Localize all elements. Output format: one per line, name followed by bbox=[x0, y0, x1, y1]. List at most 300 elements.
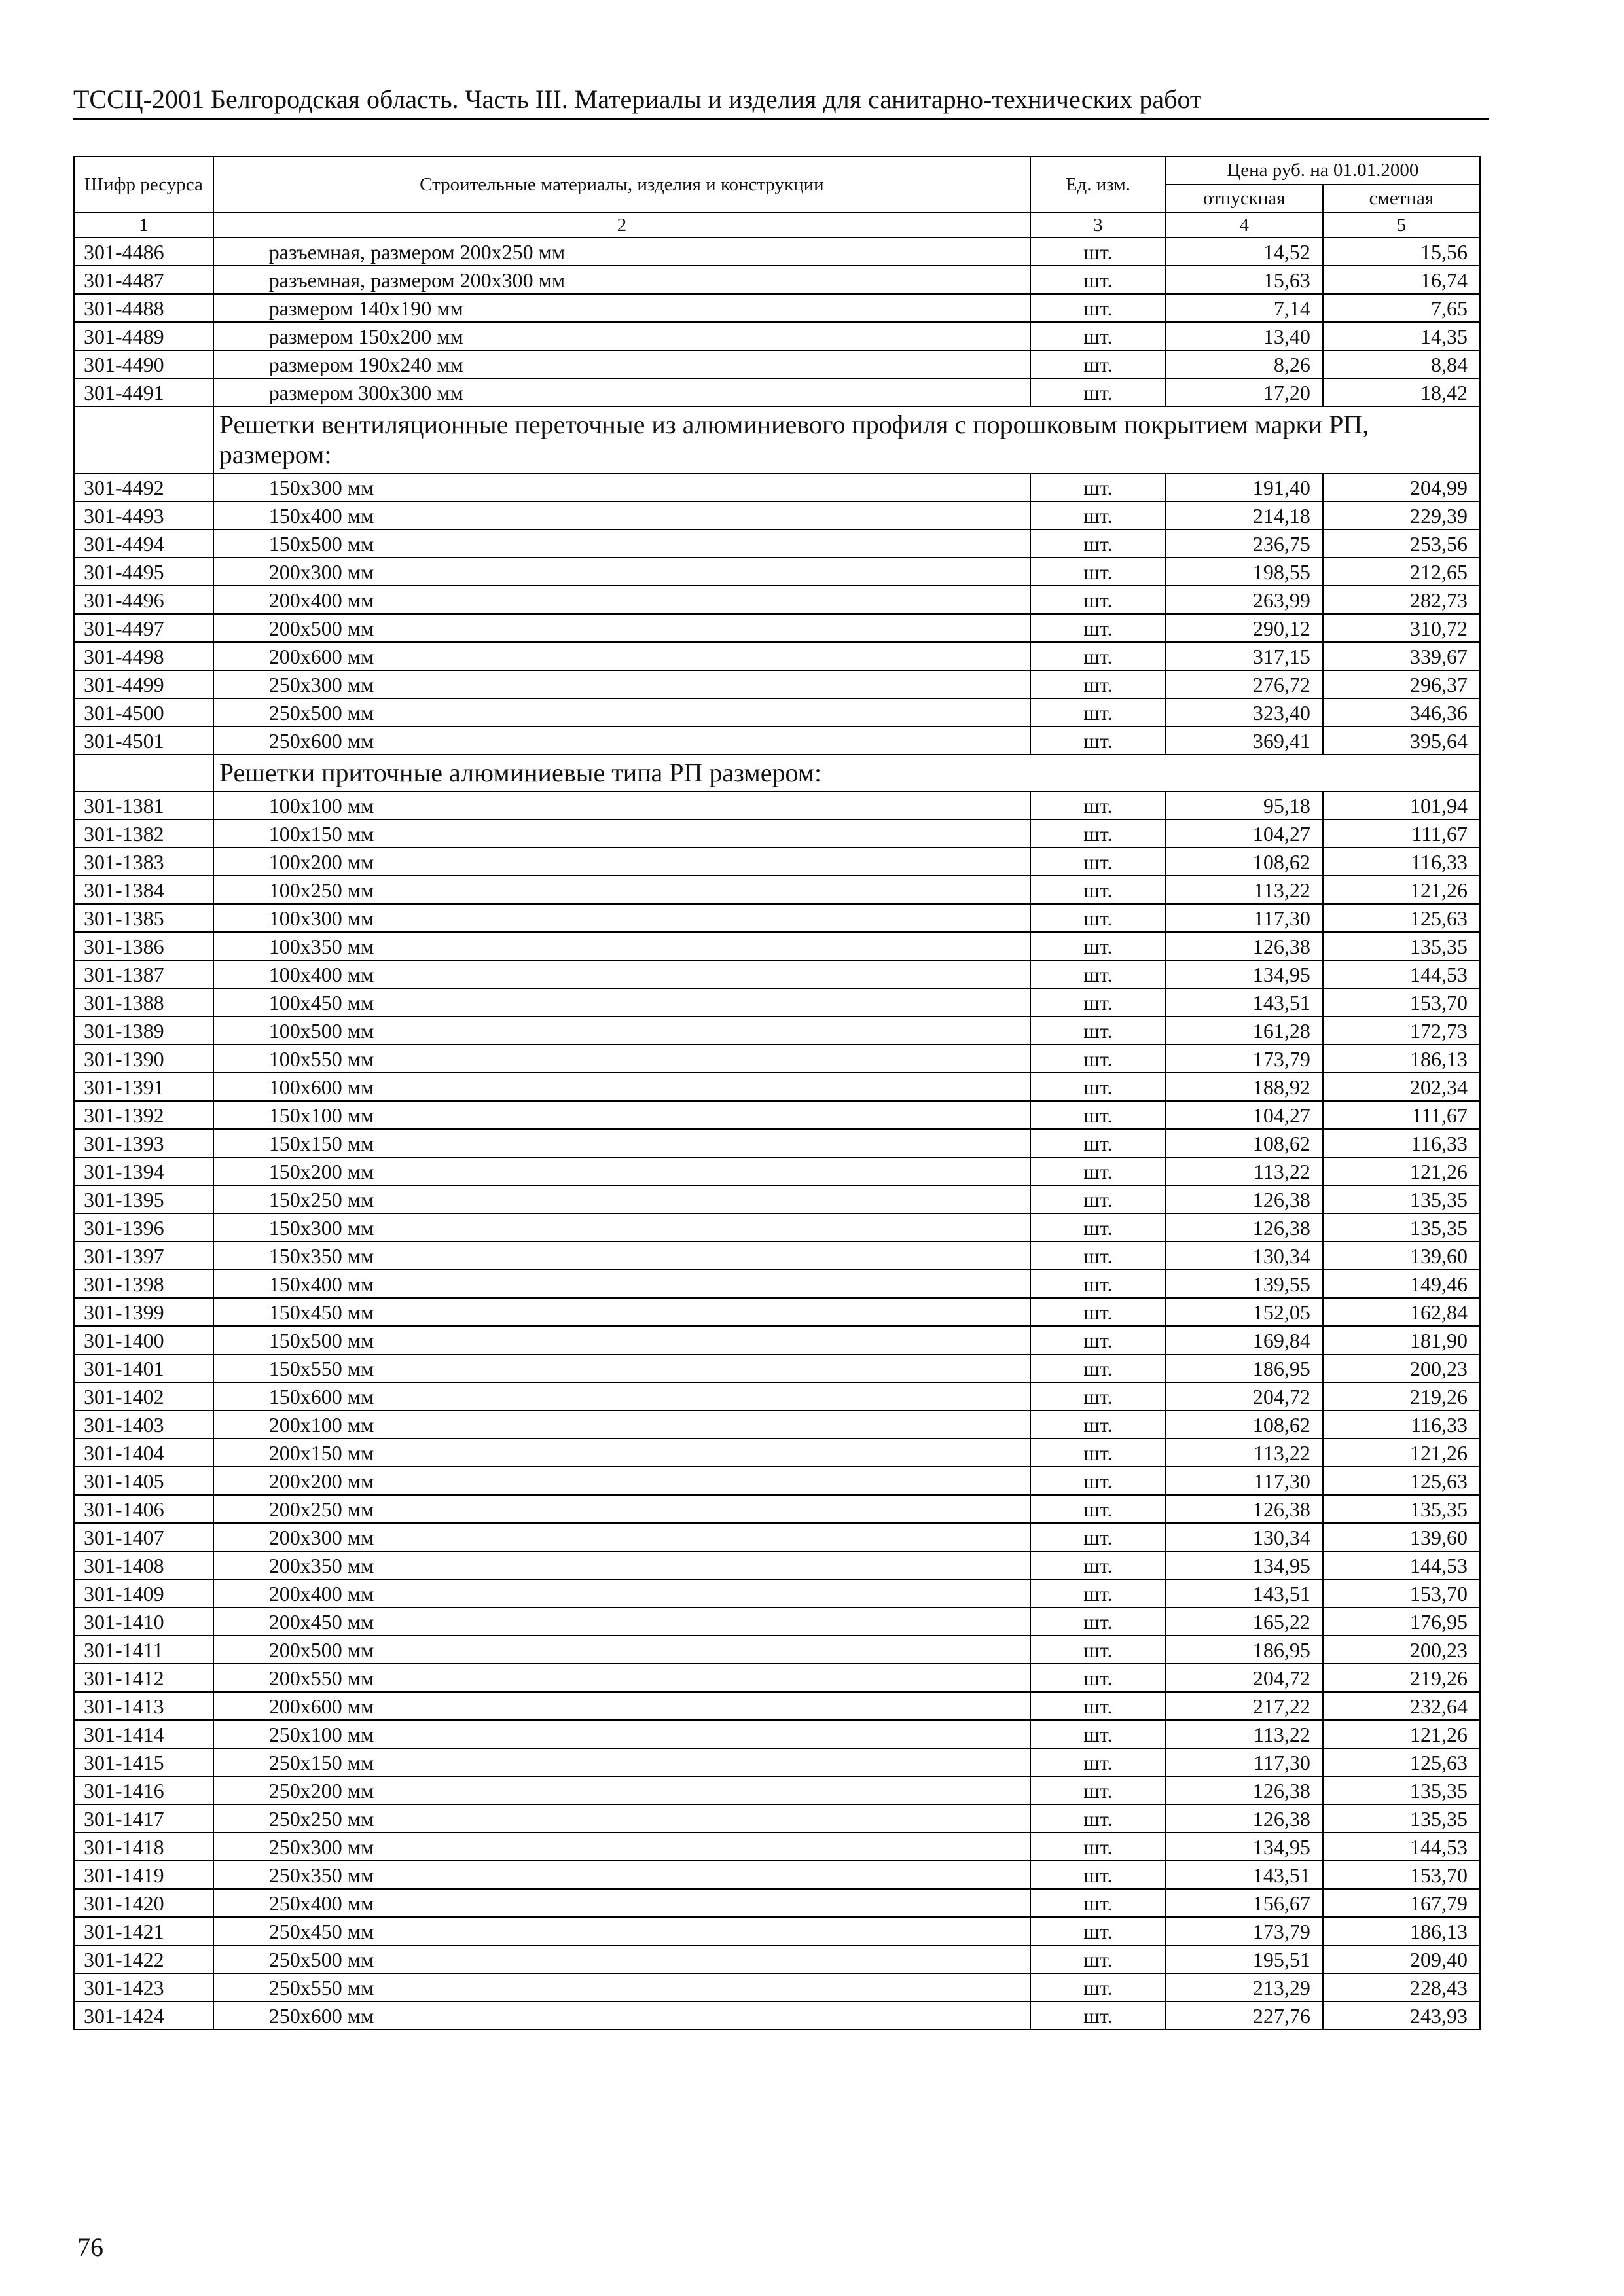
resource-code: 301-4491 bbox=[74, 378, 213, 406]
estimate-price: 186,13 bbox=[1323, 1917, 1480, 1945]
table-row bbox=[74, 1101, 1480, 1129]
item-name: 100х500 мм bbox=[213, 1016, 1030, 1045]
item-name: 200х450 мм bbox=[213, 1607, 1030, 1636]
table-row bbox=[74, 670, 1480, 698]
resource-code: 301-1391 bbox=[74, 1073, 213, 1101]
estimate-price: 121,26 bbox=[1323, 1439, 1480, 1467]
estimate-price: 144,53 bbox=[1323, 1833, 1480, 1861]
table-row bbox=[74, 1636, 1480, 1664]
release-price: 186,95 bbox=[1166, 1354, 1323, 1382]
estimate-price: 253,56 bbox=[1323, 529, 1480, 558]
item-name: 150х450 мм bbox=[213, 1298, 1030, 1326]
resource-code: 301-1404 bbox=[74, 1439, 213, 1467]
item-name: 250х150 мм bbox=[213, 1748, 1030, 1776]
resource-code: 301-1394 bbox=[74, 1157, 213, 1185]
resource-code: 301-4490 bbox=[74, 350, 213, 378]
header-unit: Ед. изм. bbox=[1030, 156, 1166, 213]
item-unit: шт. bbox=[1030, 614, 1166, 642]
item-unit: шт. bbox=[1030, 670, 1166, 698]
table-row bbox=[74, 642, 1480, 670]
item-unit: шт. bbox=[1030, 266, 1166, 294]
resource-code: 301-1405 bbox=[74, 1467, 213, 1495]
estimate-price: 204,99 bbox=[1323, 473, 1480, 501]
item-unit: шт. bbox=[1030, 876, 1166, 904]
release-price: 134,95 bbox=[1166, 1833, 1323, 1861]
table-row bbox=[74, 1045, 1480, 1073]
item-name: 200х600 мм bbox=[213, 642, 1030, 670]
item-unit: шт. bbox=[1030, 294, 1166, 322]
item-name: 150х350 мм bbox=[213, 1242, 1030, 1270]
item-name: 100х250 мм bbox=[213, 876, 1030, 904]
table-row bbox=[74, 1973, 1480, 2001]
estimate-price: 219,26 bbox=[1323, 1382, 1480, 1410]
estimate-price: 135,35 bbox=[1323, 932, 1480, 960]
item-name: 200х150 мм bbox=[213, 1439, 1030, 1467]
release-price: 161,28 bbox=[1166, 1016, 1323, 1045]
estimate-price: 209,40 bbox=[1323, 1945, 1480, 1973]
column-number: 5 bbox=[1323, 213, 1480, 238]
estimate-price: 139,60 bbox=[1323, 1242, 1480, 1270]
item-unit: шт. bbox=[1030, 473, 1166, 501]
estimate-price: 116,33 bbox=[1323, 848, 1480, 876]
resource-code: 301-4497 bbox=[74, 614, 213, 642]
release-price: 15,63 bbox=[1166, 266, 1323, 294]
estimate-price: 153,70 bbox=[1323, 988, 1480, 1016]
table-row bbox=[74, 1692, 1480, 1720]
resource-code: 301-4494 bbox=[74, 529, 213, 558]
estimate-price: 339,67 bbox=[1323, 642, 1480, 670]
resource-code: 301-1412 bbox=[74, 1664, 213, 1692]
item-name: 150х500 мм bbox=[213, 1326, 1030, 1354]
item-name: 100х600 мм bbox=[213, 1073, 1030, 1101]
table-row bbox=[74, 1664, 1480, 1692]
resource-code: 301-1402 bbox=[74, 1382, 213, 1410]
release-price: 126,38 bbox=[1166, 1495, 1323, 1523]
resource-code: 301-1419 bbox=[74, 1861, 213, 1889]
resource-code: 301-1392 bbox=[74, 1101, 213, 1129]
release-price: 143,51 bbox=[1166, 1861, 1323, 1889]
item-unit: шт. bbox=[1030, 1833, 1166, 1861]
item-name: 250х450 мм bbox=[213, 1917, 1030, 1945]
item-unit: шт. bbox=[1030, 1101, 1166, 1129]
section-row bbox=[74, 406, 1480, 473]
column-number: 1 bbox=[74, 213, 213, 238]
item-unit: шт. bbox=[1030, 1973, 1166, 2001]
price-table bbox=[73, 156, 1481, 2030]
release-price: 227,76 bbox=[1166, 2001, 1323, 2030]
estimate-price: 135,35 bbox=[1323, 1804, 1480, 1833]
item-name: размером 190х240 мм bbox=[213, 350, 1030, 378]
item-name: 200х250 мм bbox=[213, 1495, 1030, 1523]
resource-code: 301-1397 bbox=[74, 1242, 213, 1270]
estimate-price: 125,63 bbox=[1323, 1467, 1480, 1495]
estimate-price: 200,23 bbox=[1323, 1636, 1480, 1664]
table-row bbox=[74, 848, 1480, 876]
resource-code: 301-1398 bbox=[74, 1270, 213, 1298]
table-row bbox=[74, 1748, 1480, 1776]
estimate-price: 139,60 bbox=[1323, 1523, 1480, 1551]
item-name: 150х600 мм bbox=[213, 1382, 1030, 1410]
resource-code: 301-1415 bbox=[74, 1748, 213, 1776]
item-name: 150х250 мм bbox=[213, 1185, 1030, 1213]
item-name: 250х300 мм bbox=[213, 1833, 1030, 1861]
resource-code: 301-4499 bbox=[74, 670, 213, 698]
item-unit: шт. bbox=[1030, 378, 1166, 406]
table-row bbox=[74, 1242, 1480, 1270]
resource-code: 301-4487 bbox=[74, 266, 213, 294]
item-name: 200х100 мм bbox=[213, 1410, 1030, 1439]
item-name: 150х400 мм bbox=[213, 501, 1030, 529]
resource-code: 301-4496 bbox=[74, 586, 213, 614]
estimate-price: 144,53 bbox=[1323, 960, 1480, 988]
estimate-price: 149,46 bbox=[1323, 1270, 1480, 1298]
release-price: 195,51 bbox=[1166, 1945, 1323, 1973]
table-row bbox=[74, 726, 1480, 755]
table-row bbox=[74, 1467, 1480, 1495]
release-price: 169,84 bbox=[1166, 1326, 1323, 1354]
item-name: 150х550 мм bbox=[213, 1354, 1030, 1382]
item-unit: шт. bbox=[1030, 848, 1166, 876]
release-price: 117,30 bbox=[1166, 1467, 1323, 1495]
item-name: 150х100 мм bbox=[213, 1101, 1030, 1129]
table-row bbox=[74, 1157, 1480, 1185]
item-name: 100х400 мм bbox=[213, 960, 1030, 988]
release-price: 139,55 bbox=[1166, 1270, 1323, 1298]
resource-code: 301-4486 bbox=[74, 238, 213, 266]
table-row bbox=[74, 1382, 1480, 1410]
resource-code: 301-1386 bbox=[74, 932, 213, 960]
table-row bbox=[74, 1607, 1480, 1636]
table-row bbox=[74, 1326, 1480, 1354]
resource-code: 301-1422 bbox=[74, 1945, 213, 1973]
resource-code: 301-1401 bbox=[74, 1354, 213, 1382]
release-price: 236,75 bbox=[1166, 529, 1323, 558]
estimate-price: 282,73 bbox=[1323, 586, 1480, 614]
estimate-price: 153,70 bbox=[1323, 1579, 1480, 1607]
estimate-price: 162,84 bbox=[1323, 1298, 1480, 1326]
release-price: 117,30 bbox=[1166, 1748, 1323, 1776]
estimate-price: 15,56 bbox=[1323, 238, 1480, 266]
item-name: размером 300х300 мм bbox=[213, 378, 1030, 406]
item-name: размером 140х190 мм bbox=[213, 294, 1030, 322]
section-empty-cell bbox=[74, 755, 213, 791]
estimate-price: 202,34 bbox=[1323, 1073, 1480, 1101]
item-unit: шт. bbox=[1030, 1889, 1166, 1917]
resource-code: 301-1424 bbox=[74, 2001, 213, 2030]
table-row bbox=[74, 1523, 1480, 1551]
release-price: 126,38 bbox=[1166, 1776, 1323, 1804]
item-unit: шт. bbox=[1030, 988, 1166, 1016]
item-unit: шт. bbox=[1030, 1270, 1166, 1298]
table-row bbox=[74, 1889, 1480, 1917]
item-name: 250х300 мм bbox=[213, 670, 1030, 698]
resource-code: 301-1411 bbox=[74, 1636, 213, 1664]
resource-code: 301-1410 bbox=[74, 1607, 213, 1636]
item-unit: шт. bbox=[1030, 586, 1166, 614]
release-price: 117,30 bbox=[1166, 904, 1323, 932]
resource-code: 301-1388 bbox=[74, 988, 213, 1016]
item-unit: шт. bbox=[1030, 642, 1166, 670]
item-unit: шт. bbox=[1030, 726, 1166, 755]
item-unit: шт. bbox=[1030, 1045, 1166, 1073]
resource-code: 301-4495 bbox=[74, 558, 213, 586]
release-price: 156,67 bbox=[1166, 1889, 1323, 1917]
estimate-price: 121,26 bbox=[1323, 1157, 1480, 1185]
item-unit: шт. bbox=[1030, 904, 1166, 932]
item-name: 150х150 мм bbox=[213, 1129, 1030, 1157]
resource-code: 301-1407 bbox=[74, 1523, 213, 1551]
resource-code: 301-1421 bbox=[74, 1917, 213, 1945]
estimate-price: 144,53 bbox=[1323, 1551, 1480, 1579]
resource-code: 301-1417 bbox=[74, 1804, 213, 1833]
item-unit: шт. bbox=[1030, 1439, 1166, 1467]
item-unit: шт. bbox=[1030, 1636, 1166, 1664]
release-price: 126,38 bbox=[1166, 1213, 1323, 1242]
item-name: 250х400 мм bbox=[213, 1889, 1030, 1917]
table-row bbox=[74, 819, 1480, 848]
release-price: 263,99 bbox=[1166, 586, 1323, 614]
table-row bbox=[74, 876, 1480, 904]
item-name: 200х400 мм bbox=[213, 586, 1030, 614]
estimate-price: 186,13 bbox=[1323, 1045, 1480, 1073]
release-price: 204,72 bbox=[1166, 1664, 1323, 1692]
estimate-price: 135,35 bbox=[1323, 1185, 1480, 1213]
column-number: 3 bbox=[1030, 213, 1166, 238]
item-name: 200х500 мм bbox=[213, 614, 1030, 642]
release-price: 14,52 bbox=[1166, 238, 1323, 266]
item-unit: шт. bbox=[1030, 1495, 1166, 1523]
table-row bbox=[74, 501, 1480, 529]
estimate-price: 346,36 bbox=[1323, 698, 1480, 726]
table-row bbox=[74, 1833, 1480, 1861]
resource-code: 301-4498 bbox=[74, 642, 213, 670]
table-row bbox=[74, 1410, 1480, 1439]
table-row bbox=[74, 791, 1480, 819]
item-unit: шт. bbox=[1030, 238, 1166, 266]
estimate-price: 125,63 bbox=[1323, 904, 1480, 932]
table-row bbox=[74, 350, 1480, 378]
table-row bbox=[74, 1945, 1480, 1973]
header-rule bbox=[73, 118, 1489, 120]
item-name: 250х100 мм bbox=[213, 1720, 1030, 1748]
release-price: 369,41 bbox=[1166, 726, 1323, 755]
item-unit: шт. bbox=[1030, 1382, 1166, 1410]
item-unit: шт. bbox=[1030, 322, 1166, 350]
item-name: 200х350 мм bbox=[213, 1551, 1030, 1579]
item-unit: шт. bbox=[1030, 698, 1166, 726]
resource-code: 301-1409 bbox=[74, 1579, 213, 1607]
header-name: Строительные материалы, изделия и конструкции bbox=[213, 156, 1030, 213]
estimate-price: 212,65 bbox=[1323, 558, 1480, 586]
item-name: 150х500 мм bbox=[213, 529, 1030, 558]
table-row bbox=[74, 1185, 1480, 1213]
table-row bbox=[74, 558, 1480, 586]
item-unit: шт. bbox=[1030, 1185, 1166, 1213]
table-row bbox=[74, 529, 1480, 558]
resource-code: 301-4488 bbox=[74, 294, 213, 322]
header-estimate: сметная bbox=[1323, 185, 1480, 213]
item-unit: шт. bbox=[1030, 1523, 1166, 1551]
release-price: 113,22 bbox=[1166, 1157, 1323, 1185]
estimate-price: 232,64 bbox=[1323, 1692, 1480, 1720]
item-name: 100х550 мм bbox=[213, 1045, 1030, 1073]
release-price: 173,79 bbox=[1166, 1917, 1323, 1945]
resource-code: 301-1396 bbox=[74, 1213, 213, 1242]
estimate-price: 200,23 bbox=[1323, 1354, 1480, 1382]
item-name: 100х200 мм bbox=[213, 848, 1030, 876]
release-price: 104,27 bbox=[1166, 1101, 1323, 1129]
release-price: 276,72 bbox=[1166, 670, 1323, 698]
item-name: 150х200 мм bbox=[213, 1157, 1030, 1185]
item-unit: шт. bbox=[1030, 1917, 1166, 1945]
release-price: 290,12 bbox=[1166, 614, 1323, 642]
resource-code: 301-1416 bbox=[74, 1776, 213, 1804]
release-price: 8,26 bbox=[1166, 350, 1323, 378]
release-price: 113,22 bbox=[1166, 1439, 1323, 1467]
item-unit: шт. bbox=[1030, 1776, 1166, 1804]
item-unit: шт. bbox=[1030, 1073, 1166, 1101]
estimate-price: 243,93 bbox=[1323, 2001, 1480, 2030]
item-name: разъемная, размером 200х300 мм bbox=[213, 266, 1030, 294]
estimate-price: 310,72 bbox=[1323, 614, 1480, 642]
estimate-price: 172,73 bbox=[1323, 1016, 1480, 1045]
estimate-price: 14,35 bbox=[1323, 322, 1480, 350]
section-empty-cell bbox=[74, 406, 213, 473]
item-name: 100х450 мм bbox=[213, 988, 1030, 1016]
table-row bbox=[74, 266, 1480, 294]
release-price: 317,15 bbox=[1166, 642, 1323, 670]
release-price: 143,51 bbox=[1166, 988, 1323, 1016]
table-row bbox=[74, 238, 1480, 266]
estimate-price: 111,67 bbox=[1323, 1101, 1480, 1129]
estimate-price: 121,26 bbox=[1323, 1720, 1480, 1748]
table-body bbox=[74, 238, 1480, 2030]
column-number: 4 bbox=[1166, 213, 1323, 238]
resource-code: 301-1408 bbox=[74, 1551, 213, 1579]
table-row bbox=[74, 586, 1480, 614]
item-unit: шт. bbox=[1030, 1607, 1166, 1636]
table-row bbox=[74, 1776, 1480, 1804]
item-name: 200х200 мм bbox=[213, 1467, 1030, 1495]
item-name: 250х600 мм bbox=[213, 726, 1030, 755]
table-row bbox=[74, 1298, 1480, 1326]
table-row bbox=[74, 378, 1480, 406]
item-unit: шт. bbox=[1030, 1157, 1166, 1185]
resource-code: 301-1420 bbox=[74, 1889, 213, 1917]
resource-code: 301-1393 bbox=[74, 1129, 213, 1157]
item-unit: шт. bbox=[1030, 1354, 1166, 1382]
resource-code: 301-1418 bbox=[74, 1833, 213, 1861]
release-price: 134,95 bbox=[1166, 960, 1323, 988]
resource-code: 301-4493 bbox=[74, 501, 213, 529]
item-name: 250х350 мм bbox=[213, 1861, 1030, 1889]
table-row bbox=[74, 1129, 1480, 1157]
table-row bbox=[74, 904, 1480, 932]
release-price: 113,22 bbox=[1166, 1720, 1323, 1748]
table-row bbox=[74, 988, 1480, 1016]
item-unit: шт. bbox=[1030, 1804, 1166, 1833]
header-release: отпускная bbox=[1166, 185, 1323, 213]
section-title: Решетки вентиляционные переточные из алюминиевого профиля с порошковым покрытием марки РП, размером: bbox=[213, 406, 1480, 473]
release-price: 213,29 bbox=[1166, 1973, 1323, 2001]
item-name: размером 150х200 мм bbox=[213, 322, 1030, 350]
page-number: 76 bbox=[77, 2233, 103, 2262]
release-price: 188,92 bbox=[1166, 1073, 1323, 1101]
table-row bbox=[74, 1495, 1480, 1523]
release-price: 17,20 bbox=[1166, 378, 1323, 406]
item-unit: шт. bbox=[1030, 1692, 1166, 1720]
resource-code: 301-1400 bbox=[74, 1326, 213, 1354]
table-row bbox=[74, 1551, 1480, 1579]
section-row bbox=[74, 755, 1480, 791]
estimate-price: 8,84 bbox=[1323, 350, 1480, 378]
item-name: 200х300 мм bbox=[213, 1523, 1030, 1551]
item-unit: шт. bbox=[1030, 1467, 1166, 1495]
estimate-price: 111,67 bbox=[1323, 819, 1480, 848]
table-row bbox=[74, 960, 1480, 988]
release-price: 126,38 bbox=[1166, 1804, 1323, 1833]
release-price: 323,40 bbox=[1166, 698, 1323, 726]
release-price: 7,14 bbox=[1166, 294, 1323, 322]
item-name: 200х600 мм bbox=[213, 1692, 1030, 1720]
table-row bbox=[74, 1073, 1480, 1101]
estimate-price: 121,26 bbox=[1323, 876, 1480, 904]
item-name: 250х600 мм bbox=[213, 2001, 1030, 2030]
resource-code: 301-4489 bbox=[74, 322, 213, 350]
release-price: 95,18 bbox=[1166, 791, 1323, 819]
estimate-price: 135,35 bbox=[1323, 1495, 1480, 1523]
item-unit: шт. bbox=[1030, 350, 1166, 378]
estimate-price: 219,26 bbox=[1323, 1664, 1480, 1692]
release-price: 198,55 bbox=[1166, 558, 1323, 586]
estimate-price: 229,39 bbox=[1323, 501, 1480, 529]
item-unit: шт. bbox=[1030, 1298, 1166, 1326]
resource-code: 301-1395 bbox=[74, 1185, 213, 1213]
item-unit: шт. bbox=[1030, 501, 1166, 529]
item-unit: шт. bbox=[1030, 819, 1166, 848]
resource-code: 301-1406 bbox=[74, 1495, 213, 1523]
item-unit: шт. bbox=[1030, 791, 1166, 819]
item-name: 250х550 мм bbox=[213, 1973, 1030, 2001]
item-name: 200х400 мм bbox=[213, 1579, 1030, 1607]
release-price: 126,38 bbox=[1166, 932, 1323, 960]
table-row bbox=[74, 473, 1480, 501]
item-unit: шт. bbox=[1030, 2001, 1166, 2030]
table-row bbox=[74, 1861, 1480, 1889]
item-name: 250х500 мм bbox=[213, 1945, 1030, 1973]
resource-code: 301-1399 bbox=[74, 1298, 213, 1326]
item-unit: шт. bbox=[1030, 1551, 1166, 1579]
resource-code: 301-1423 bbox=[74, 1973, 213, 2001]
table-row bbox=[74, 1804, 1480, 1833]
estimate-price: 135,35 bbox=[1323, 1776, 1480, 1804]
resource-code: 301-4500 bbox=[74, 698, 213, 726]
estimate-price: 135,35 bbox=[1323, 1213, 1480, 1242]
item-unit: шт. bbox=[1030, 529, 1166, 558]
resource-code: 301-1414 bbox=[74, 1720, 213, 1748]
item-unit: шт. bbox=[1030, 1326, 1166, 1354]
section-title: Решетки приточные алюминиевые типа РП размером: bbox=[213, 755, 1480, 791]
release-price: 134,95 bbox=[1166, 1551, 1323, 1579]
release-price: 108,62 bbox=[1166, 1129, 1323, 1157]
item-unit: шт. bbox=[1030, 1945, 1166, 1973]
estimate-price: 116,33 bbox=[1323, 1410, 1480, 1439]
item-name: 200х300 мм bbox=[213, 558, 1030, 586]
resource-code: 301-1403 bbox=[74, 1410, 213, 1439]
estimate-price: 101,94 bbox=[1323, 791, 1480, 819]
resource-code: 301-1381 bbox=[74, 791, 213, 819]
item-unit: шт. bbox=[1030, 1242, 1166, 1270]
